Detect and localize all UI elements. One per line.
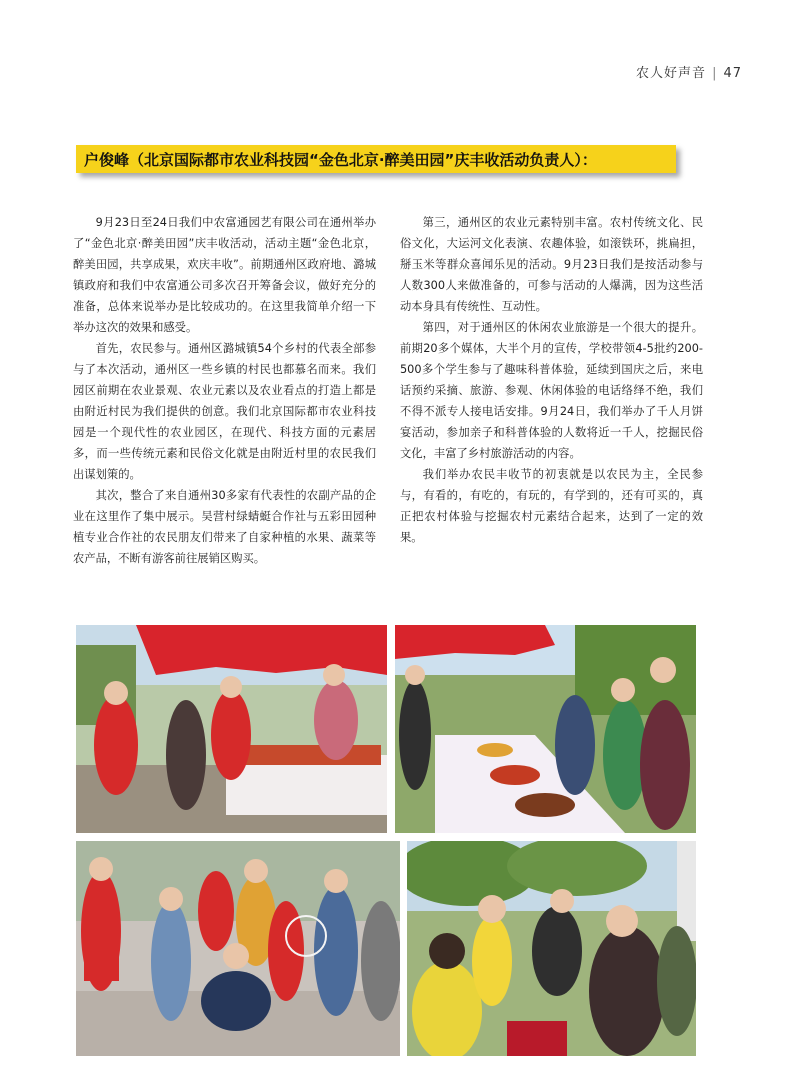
header-separator: | xyxy=(712,66,718,81)
paragraph: 第四，对于通州区的休闲农业旅游是一个很大的提升。前期20多个媒体，大半个月的宣传，学校带领4-5批约200-500多个学生参与了趣味科普体验，延续到国庆之后，来电话预约采摘、旅游、参观、休闲体验的电话络绎不绝，我们不得不派专人接电话安排。9月24日，我们举办了千人月饼宴活动，参加亲子和科普体验的人数将近一千人，挖掘民俗文化，丰富了乡村旅游活动的内容。 xyxy=(400,321,703,460)
article-title xyxy=(76,145,676,173)
article-body xyxy=(73,212,703,569)
section-name: 农人好声音 xyxy=(636,66,707,81)
page-number: 47 xyxy=(723,66,742,81)
running-head xyxy=(636,62,742,81)
photo-food-tables xyxy=(395,625,696,833)
article-title-text: 户俊峰（北京国际都市农业科技园“金色北京·醉美田园”庆丰收活动负责人）： xyxy=(84,150,597,169)
paragraph: 第三，通州区的农业元素特别丰富。农村传统文化、民俗文化，大运河文化表演、农趣体验，如滚铁环，挑扁担，掰玉米等群众喜闻乐见的活动。9月23日我们是按活动参与人数300人来做准备的，可参与活动的人爆满，因为这些活动本身具有传统性、互动性。 xyxy=(400,216,703,313)
paragraph: 其次，整合了来自通州30多家有代表性的农副产品的企业在这里作了集中展示。吴营村绿蜻蜓合作社与五彩田园种植专业合作社的农民朋友们带来了自家种植的水果、蔬菜等农产品，不断有游客前往展销区购买。 xyxy=(73,489,376,565)
photo-hoop-game xyxy=(76,841,400,1056)
photo-market-stall xyxy=(76,625,387,833)
right-column xyxy=(400,212,703,569)
paragraph: 9月23日至24日我们中农富通园艺有限公司在通州举办了“金色北京·醉美田园”庆丰收活动，活动主题“金色北京，醉美田园，共享成果，欢庆丰收”。前期通州区政府地、潞城镇政府和我们中农富通公司多次召开筹备会议，做好充分的准备，总体来说举办是比较成功的。在这里我简单介绍一下举办这次的效果和感受。 xyxy=(73,216,376,334)
paragraph: 首先，农民参与。通州区潞城镇54个乡村的代表全部参与了本次活动，通州区一些乡镇的村民也都慕名而来。我们园区前期在农业景观、农业元素以及农业看点的打造上都是由附近村民为我们提供的创意。我们北京国际都市农业科技园是一个现代性的农业园区，在现代、科技方面的元素居多，而一些传统元素和民俗文化就是由附近村里的农民我们出谋划策的。 xyxy=(73,342,376,481)
left-column xyxy=(73,212,376,569)
photo-crowd-children xyxy=(407,841,696,1056)
paragraph: 我们举办农民丰收节的初衷就是以农民为主，全民参与，有看的，有吃的，有玩的，有学到的，还有可买的，真正把农村体验与挖掘农村元素结合起来，达到了一定的效果。 xyxy=(400,468,703,544)
